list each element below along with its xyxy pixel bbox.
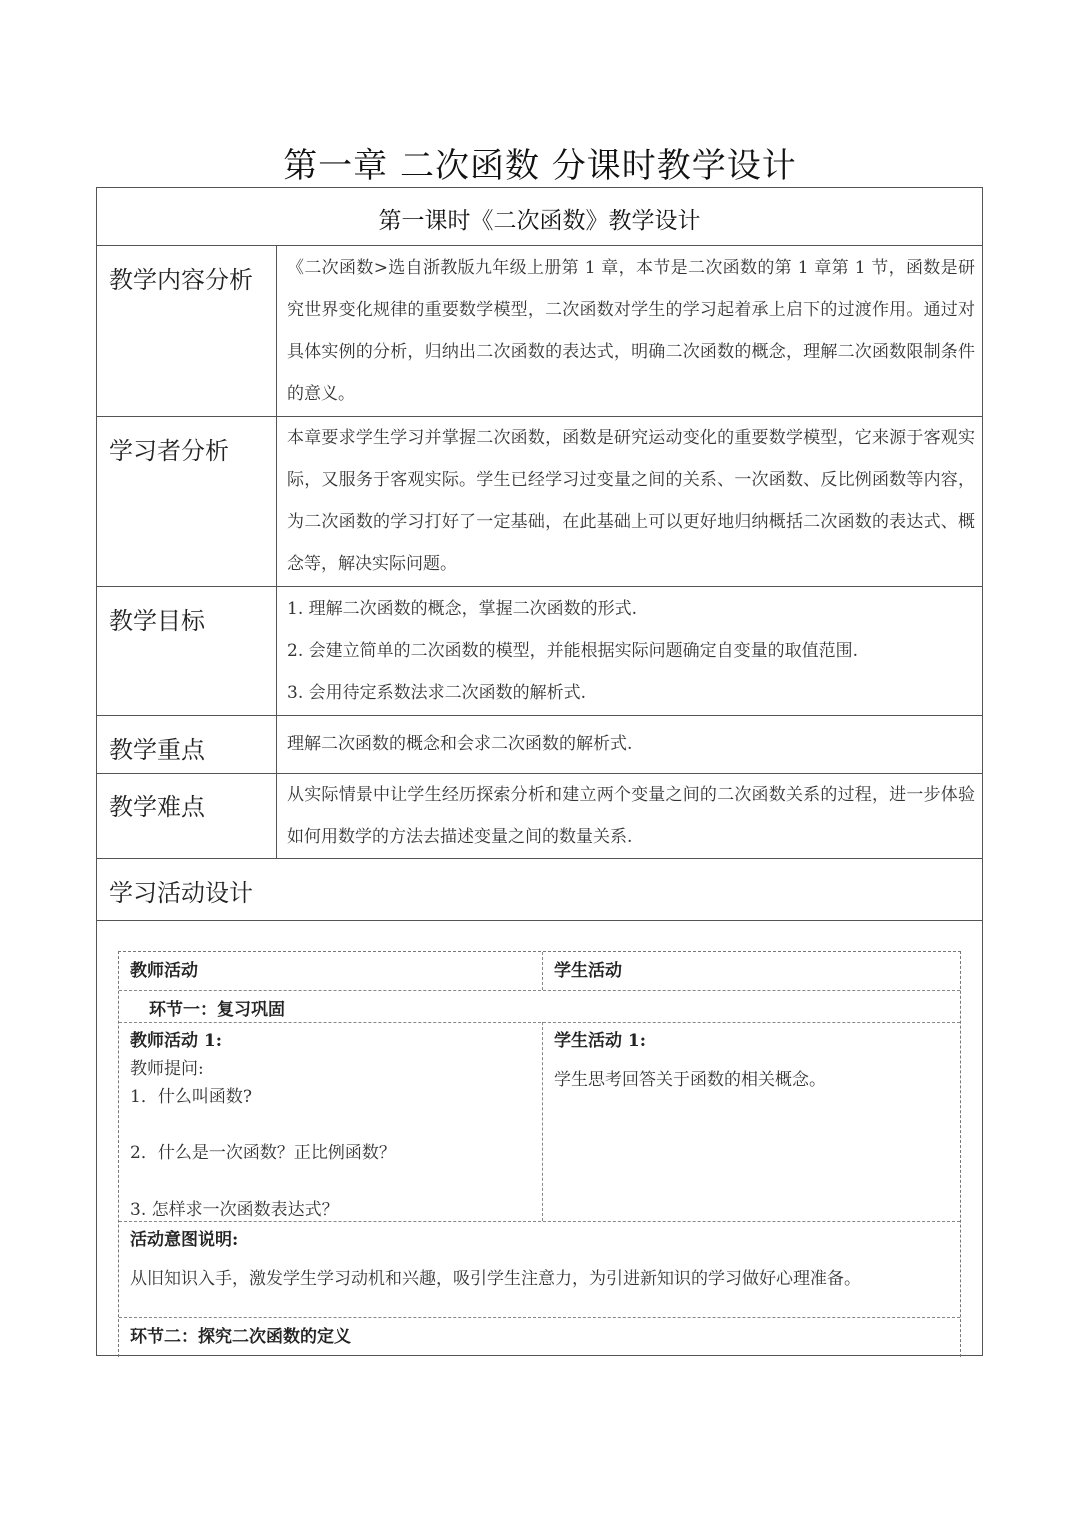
- dashed-column-divider: [542, 1022, 543, 1221]
- row-label-difficulties: 教学难点: [109, 793, 205, 821]
- dashed-divider: [119, 990, 960, 991]
- stage-one-heading: 环节一：复习巩固: [149, 1000, 285, 1020]
- teacher-question: 2．什么是一次函数？正比例函数？: [130, 1143, 396, 1163]
- row-text-difficulties: [287, 774, 975, 858]
- student-activity-text: 学生思考回答关于函数的相关概念。: [554, 1070, 826, 1090]
- objective-item: 1. 理解二次函数的概念，掌握二次函数的形式.: [287, 599, 638, 619]
- objective-item: 3. 会用待定系数法求二次函数的解析式.: [287, 683, 587, 703]
- col-student-activity: 学生活动: [554, 961, 622, 981]
- row-divider: [97, 715, 982, 716]
- teacher-activity-heading: 教师活动 1:: [130, 1031, 223, 1051]
- teacher-intro: 教师提问:: [130, 1059, 204, 1079]
- dashed-divider: [119, 1022, 960, 1023]
- content-analysis-text: 《二次函数>选自浙教版九年级上册第 1 章，本节是二次函数的第 1 章第 1 节，函数是研究世界变化规律的重要数学模型，二次函数对学生的学习起着承上启下的过渡作用。通过对具体实例的分析，归纳出二次函数的表达式，明确二次函数的概念，理解二次函数限制条件的意义。: [287, 258, 975, 404]
- student-activity-heading: 学生活动 1:: [554, 1031, 647, 1051]
- intent-heading: 活动意图说明:: [130, 1230, 239, 1250]
- learner-analysis-text: 本章要求学生学习并掌握二次函数，函数是研究运动变化的重要数学模型，它来源于客观实际，又服务于客观实际。学生已经学习过变量之间的关系、一次函数、反比例函数等内容，为二次函数的学习打好了一定基础，在此基础上可以更好地归纳概括二次函数的表达式、概念等，解决实际问题。: [287, 428, 975, 574]
- row-divider: [97, 858, 982, 859]
- row-text-content-analysis: [287, 247, 975, 415]
- activity-section-heading: 学习活动设计: [109, 879, 253, 907]
- row-divider: [97, 920, 982, 921]
- row-divider: [97, 586, 982, 587]
- row-label-key-points: 教学重点: [109, 736, 205, 764]
- row-divider: [97, 245, 982, 246]
- row-label-objectives: 教学目标: [109, 607, 205, 635]
- row-text-key-points: [287, 723, 975, 765]
- stage-two-heading: 环节二：探究二次函数的定义: [130, 1327, 351, 1347]
- objective-item: 2. 会建立简单的二次函数的模型，并能根据实际问题确定自变量的取值范围.: [287, 641, 859, 661]
- col-teacher-activity: 教师活动: [130, 961, 198, 981]
- dashed-column-divider: [542, 952, 543, 990]
- activity-table: [118, 951, 961, 1357]
- row-label-content-analysis: 教学内容分析: [109, 266, 253, 294]
- lesson-title: 第一课时《二次函数》教学设计: [378, 208, 701, 234]
- dashed-divider: [119, 1221, 960, 1222]
- key-points-text: 理解二次函数的概念和会求二次函数的解析式.: [287, 734, 633, 754]
- column-divider: [276, 245, 277, 858]
- difficulties-text: 从实际情景中让学生经历探索分析和建立两个变量之间的二次函数关系的过程，进一步体验如何用数学的方法去描述变量之间的数量关系.: [287, 785, 975, 847]
- row-label-learner-analysis: 学习者分析: [109, 437, 229, 465]
- row-text-learner-analysis: [287, 417, 975, 585]
- row-text-objectives: [287, 588, 975, 714]
- intent-text: 从旧知识入手，激发学生学习动机和兴趣，吸引学生注意力，为引进新知识的学习做好心理准备。: [130, 1269, 861, 1289]
- lesson-plan-table: [96, 187, 983, 1356]
- dashed-divider: [119, 1317, 960, 1318]
- teacher-question: 1．什么叫函数?: [130, 1087, 252, 1107]
- document-title: 第一章 二次函数 分课时教学设计: [283, 146, 797, 186]
- teacher-question: 3. 怎样求一次函数表达式？: [130, 1200, 339, 1220]
